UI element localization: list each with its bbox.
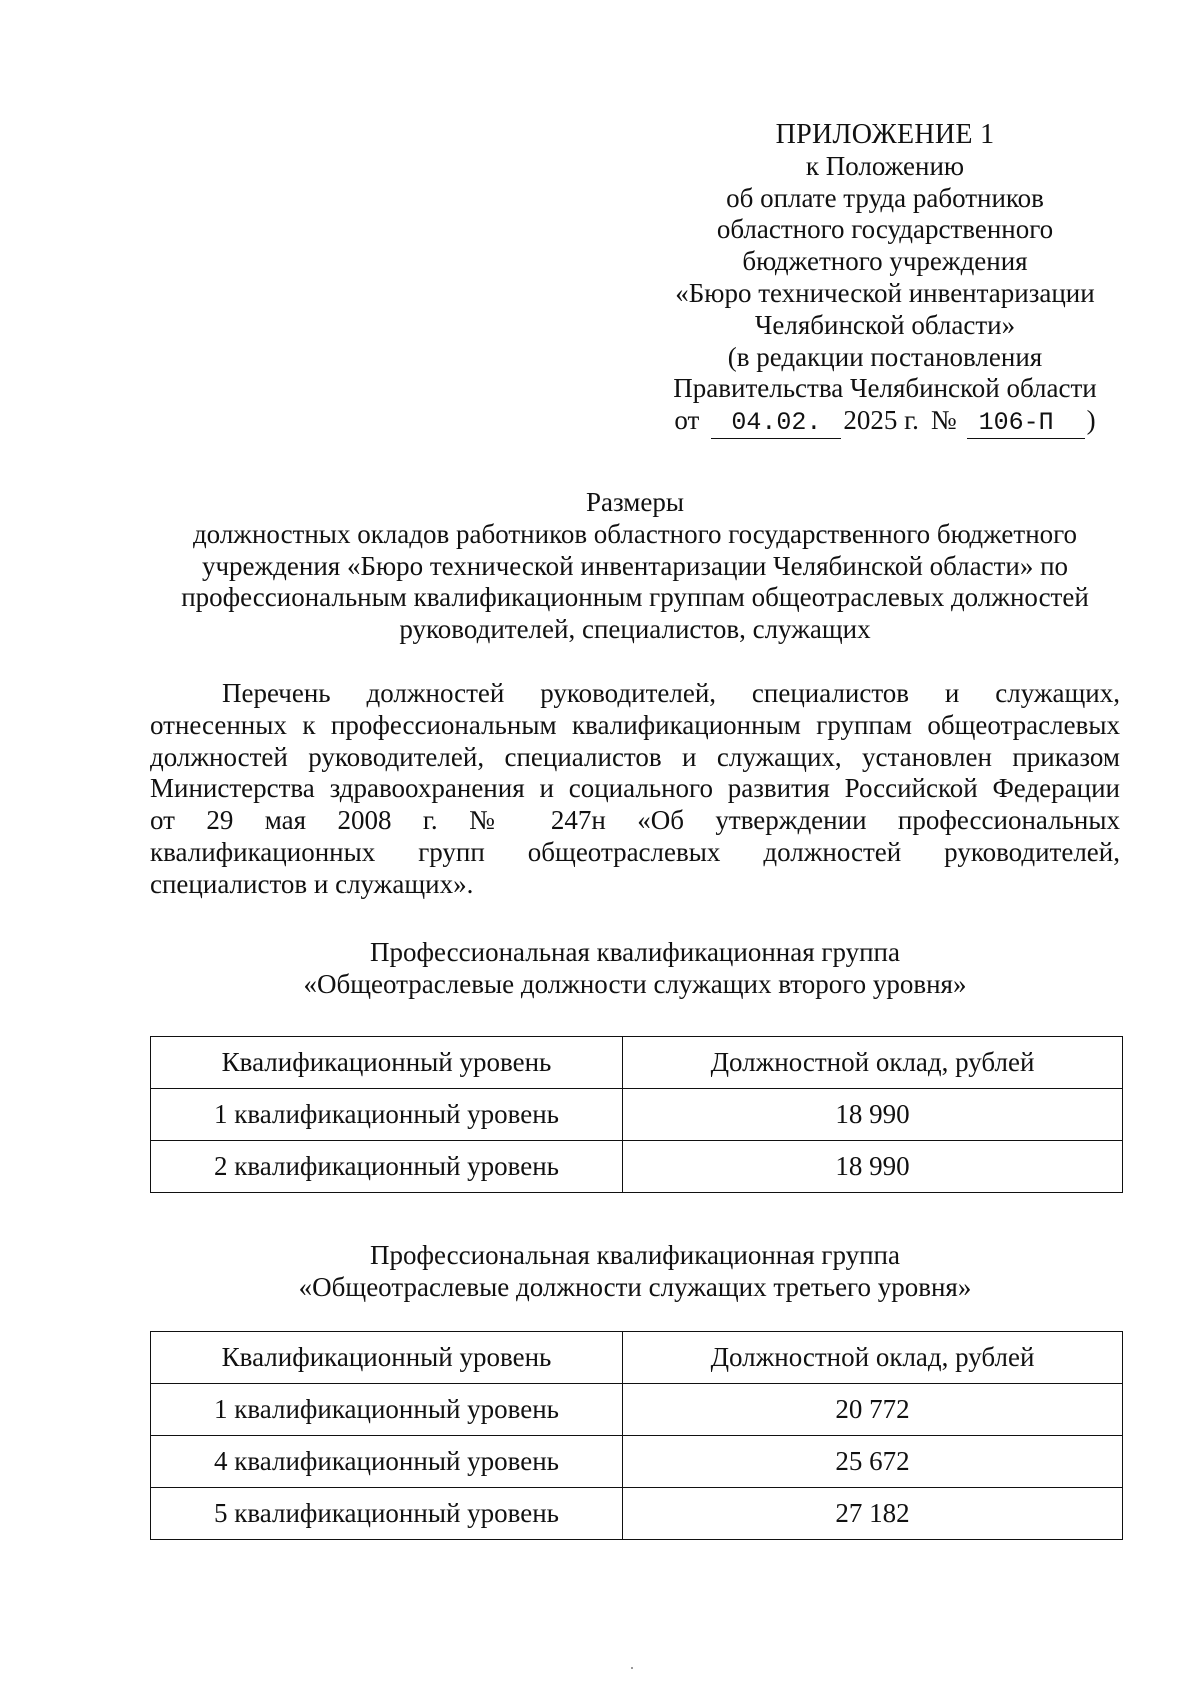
date-prefix: от: [674, 405, 700, 436]
appendix-line: областного государственного: [716, 214, 1054, 245]
salary-table: [150, 1036, 1123, 1193]
appendix-header: [650, 119, 1120, 439]
appendix-line: Правительства Челябинской области: [673, 373, 1097, 404]
document-heading: [150, 487, 1120, 646]
level-cell: 4 квалификационный уровень: [151, 1436, 623, 1488]
table-row: [151, 1436, 1123, 1488]
intro-line: от 29 мая 2008 г. № 247н «Об утверждении профессиональных: [150, 805, 1120, 836]
group-title: [150, 1240, 1120, 1304]
group-title-line: «Общеотраслевые должности служащих третьего уровня»: [298, 1271, 972, 1302]
intro-line: отнесенных к профессиональным квалификационным группам общеотраслевых: [150, 709, 1120, 740]
table-row: [151, 1141, 1123, 1193]
table-header-row: [151, 1332, 1123, 1384]
intro-line: должностей руководителей, специалистов и служащих, установлен приказом: [150, 741, 1120, 772]
resolution-number: 106-П: [967, 408, 1085, 439]
appendix-title: ПРИЛОЖЕНИЕ 1: [775, 119, 995, 150]
group-title-line: «Общеотраслевые должности служащих второго уровня»: [303, 968, 967, 999]
appendix-line: бюджетного учреждения: [742, 246, 1028, 277]
level-cell: 1 квалификационный уровень: [151, 1384, 623, 1436]
heading-title: Размеры: [586, 487, 684, 517]
salary-cell: 18 990: [623, 1141, 1123, 1193]
salary-table: [150, 1331, 1123, 1540]
group-title-line: Профессиональная квалификационная группа: [370, 1240, 900, 1270]
intro-line: Министерства здравоохранения и социального развития Российской Федерации: [150, 773, 1120, 804]
heading-line: профессиональным квалификационным группам общеотраслевых должностей: [181, 582, 1089, 613]
appendix-line: «Бюро технической инвентаризации: [675, 277, 1095, 308]
appendix-line: к Положению: [805, 150, 965, 181]
table-row: [151, 1089, 1123, 1141]
level-cell: 2 квалификационный уровень: [151, 1141, 623, 1193]
appendix-line: Челябинской области»: [754, 309, 1016, 340]
heading-line: учреждения «Бюро технической инвентаризации Челябинской области» по: [201, 550, 1069, 581]
number-sign: №: [930, 405, 957, 436]
table-header-row: [151, 1037, 1123, 1089]
intro-line: квалификационных групп общеотраслевых должностей руководителей,: [150, 836, 1120, 867]
salary-cell: 18 990: [623, 1089, 1123, 1141]
salary-cell: 20 772: [623, 1384, 1123, 1436]
resolution-date: 04.02.: [711, 408, 841, 439]
column-header-level: Квалификационный уровень: [151, 1037, 623, 1089]
appendix-line: об оплате труда работников: [726, 182, 1044, 213]
column-header-salary: Должностной оклад, рублей: [623, 1332, 1123, 1384]
table-row: [151, 1384, 1123, 1436]
resolution-year: 2025 г.: [843, 405, 919, 436]
group-title-line: Профессиональная квалификационная группа: [370, 937, 900, 967]
level-cell: 5 квалификационный уровень: [151, 1488, 623, 1540]
intro-line: Перечень должностей руководителей, специалистов и служащих,: [222, 678, 1120, 708]
heading-line: должностных окладов работников областного государственного бюджетного: [192, 518, 1078, 549]
level-cell: 1 квалификационный уровень: [151, 1089, 623, 1141]
salary-cell: 27 182: [623, 1488, 1123, 1540]
heading-line: руководителей, специалистов, служащих: [399, 614, 871, 645]
scan-speck: [631, 1667, 633, 1669]
intro-paragraph: [150, 678, 1120, 901]
column-header-salary: Должностной оклад, рублей: [623, 1037, 1123, 1089]
salary-cell: 25 672: [623, 1436, 1123, 1488]
closing-paren: ): [1086, 405, 1096, 436]
intro-line: специалистов и служащих».: [150, 868, 474, 899]
resolution-date-line: [650, 405, 1120, 439]
column-header-level: Квалификационный уровень: [151, 1332, 623, 1384]
appendix-line: (в редакции постановления: [727, 341, 1043, 372]
table-row: [151, 1488, 1123, 1540]
group-title: [150, 937, 1120, 1001]
